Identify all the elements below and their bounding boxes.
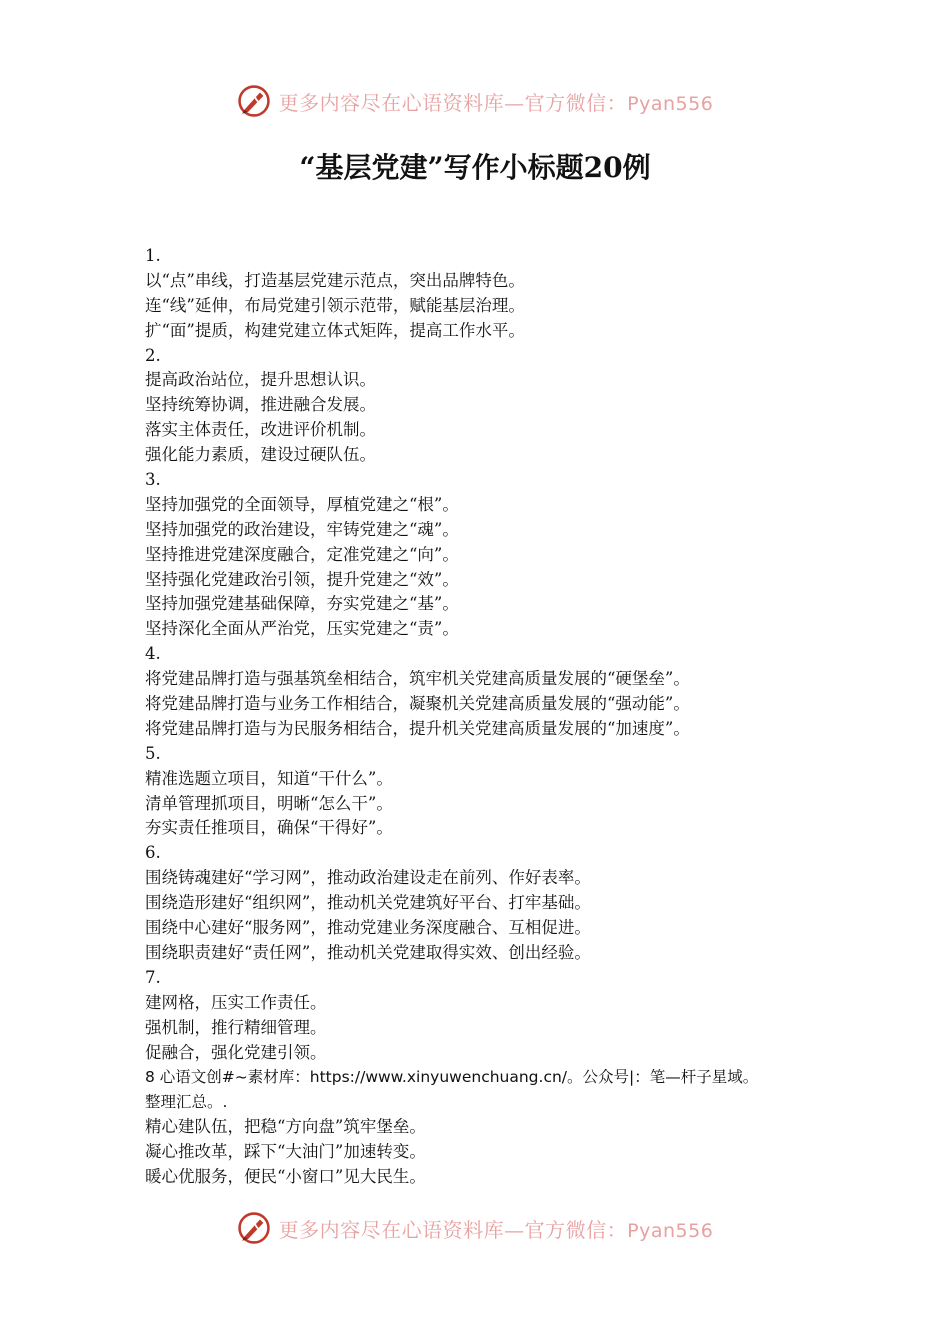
content-line: 强化能力素质，建设过硬队伍。	[145, 445, 376, 465]
content-line: 坚持深化全面从严治党，压实党建之“责”。	[145, 619, 459, 639]
content-line: 促融合，强化党建引领。	[145, 1042, 327, 1062]
watermark-text	[279, 1214, 714, 1243]
content-line: 强机制，推行精细管理。	[145, 1017, 327, 1037]
watermark-contact-label: 官方微信：	[524, 90, 628, 115]
watermark-handle: Pyan556	[627, 1219, 714, 1242]
watermark-library-name: 更多内容尽在心语资料库	[278, 90, 505, 115]
content-line: 以“点”串线，打造基层党建示范点，突出品牌特色。	[145, 270, 525, 290]
content-line: 围绕铸魂建好“学习网”，推动政治建设走在前列、作好表率。	[145, 868, 591, 888]
header-watermark-banner	[0, 84, 950, 118]
watermark-contact-label: 官方微信：	[524, 1217, 628, 1242]
content-line: 坚持加强党的政治建设，牢铸党建之“魂”。	[145, 519, 459, 539]
content-line: 落实主体责任，改进评价机制。	[145, 420, 376, 440]
section-number: 6.	[145, 843, 161, 863]
content-line: 8 心语文创#~素材库：https://www.xinyuwenchuang.cn/。公众号|：笔—杆子星域。	[145, 1068, 759, 1087]
pen-nib-logo-icon	[237, 1211, 271, 1245]
content-line: 围绕职责建好“责任网”，推动机关党建取得实效、创出经验。	[145, 942, 591, 962]
content-line: 坚持加强党建基础保障，夯实党建之“基”。	[145, 594, 459, 614]
footer-watermark-banner	[0, 1211, 950, 1245]
content-line: 暖心优服务，便民“小窗口”见大民生。	[145, 1166, 426, 1186]
content-line: 提高政治站位，提升思想认识。	[145, 370, 376, 390]
watermark-text	[279, 87, 714, 116]
content-line: 坚持推进党建深度融合，定准党建之“向”。	[145, 544, 459, 564]
content-line: 建网格，压实工作责任。	[145, 992, 327, 1012]
document-title: “基层党建”写作小标题20例	[299, 151, 651, 184]
content-line: 将党建品牌打造与为民服务相结合，提升机关党建高质量发展的“加速度”。	[145, 718, 690, 738]
content-line: 连“线”延伸，布局党建引领示范带，赋能基层治理。	[145, 295, 525, 315]
content-line: 精准选题立项目，知道“干什么”。	[145, 768, 393, 788]
content-line: 清单管理抓项目，明晰“怎么干”。	[145, 793, 393, 813]
section-number: 2.	[145, 345, 161, 365]
content-line: 整理汇总。.	[145, 1093, 228, 1112]
section-number: 3.	[145, 470, 161, 490]
watermark-separator: —	[504, 1217, 525, 1242]
pen-nib-logo-icon	[237, 84, 271, 118]
content-line: 坚持统筹协调，推进融合发展。	[145, 395, 376, 415]
section-number: 1.	[145, 246, 161, 265]
section-number: 7.	[145, 967, 161, 987]
content-line: 将党建品牌打造与强基筑垒相结合，筑牢机关党建高质量发展的“硬堡垒”。	[145, 669, 690, 689]
content-line: 精心建队伍，把稳“方向盘”筑牢堡垒。	[145, 1117, 426, 1137]
content-line: 凝心推改革，踩下“大油门”加速转变。	[145, 1142, 426, 1162]
content-line: 坚持强化党建政治引领，提升党建之“效”。	[145, 569, 459, 589]
content-line: 围绕中心建好“服务网”，推动党建业务深度融合、互相促进。	[145, 918, 591, 938]
section-number: 4.	[145, 644, 161, 664]
content-line: 夯实责任推项目，确保“干得好”。	[145, 818, 393, 838]
watermark-library-name: 更多内容尽在心语资料库	[278, 1217, 505, 1242]
document-body	[145, 244, 845, 1190]
content-line: 坚持加强党的全面领导，厚植党建之“根”。	[145, 494, 459, 514]
content-line: 围绕造形建好“组织网”，推动机关党建筑好平台、打牢基础。	[145, 893, 591, 913]
watermark-separator: —	[504, 90, 525, 115]
content-line: 扩“面”提质，构建党建立体式矩阵，提高工作水平。	[145, 320, 525, 340]
watermark-handle: Pyan556	[627, 92, 714, 115]
content-line: 将党建品牌打造与业务工作相结合，凝聚机关党建高质量发展的“强动能”。	[145, 694, 690, 714]
section-number: 5.	[145, 743, 161, 763]
